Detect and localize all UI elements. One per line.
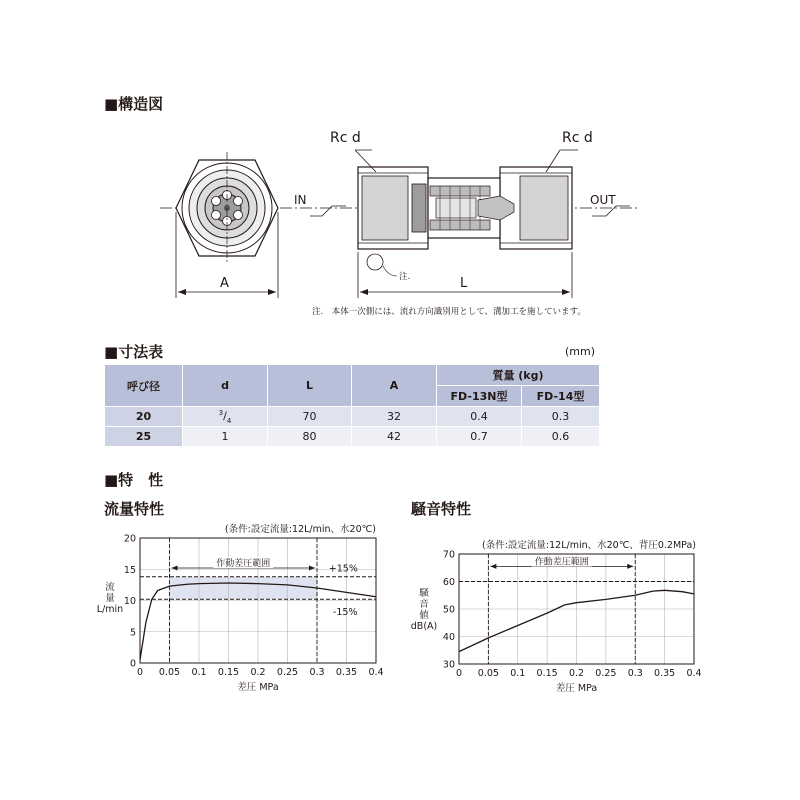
x-tick-label: 0.05	[477, 668, 499, 679]
cell-fd13n: 0.4	[437, 407, 522, 427]
y-axis-label: L/min	[96, 604, 124, 615]
y-tick-label: 5	[129, 627, 136, 639]
x-tick-label: 0.35	[654, 668, 676, 679]
flow-chart	[96, 518, 400, 700]
band-label: 作動差圧範囲	[216, 559, 271, 569]
y-tick-label: 30	[442, 659, 455, 671]
x-tick-label: 0.1	[191, 667, 207, 678]
characteristics-title: ■特 性	[104, 471, 164, 489]
x-tick-label: 0.4	[686, 668, 702, 679]
band-arrow-head-left	[490, 564, 496, 569]
x-tick-label: 0.05	[158, 667, 181, 678]
header-fd14: FD-14型	[522, 386, 600, 407]
band-arrow-head-left	[172, 566, 178, 571]
x-tick-label: 0.2	[250, 667, 266, 678]
rc-d-left-label: Rc d	[330, 130, 361, 146]
header-d: d	[183, 365, 268, 407]
structure-note: 注. 本体一次側には、流れ方向識別用として、溝加工を施しています。	[312, 307, 586, 317]
y-tick-label: 0	[129, 658, 136, 670]
band-arrow-head-right	[627, 564, 633, 569]
y-tick-label: 40	[442, 632, 455, 643]
band-label: 作動差圧範囲	[534, 557, 589, 568]
cell-l: 70	[268, 407, 352, 427]
x-tick-label: 0.4	[368, 667, 384, 678]
header-size: 呼び径	[105, 365, 183, 407]
dimension-unit: (mm)	[565, 345, 596, 358]
cell-fd14: 0.6	[522, 427, 600, 447]
cell-size: 20	[105, 407, 183, 427]
cell-size: 25	[105, 427, 183, 447]
cell-l: 80	[268, 427, 352, 447]
x-tick-label: 0	[455, 668, 463, 679]
dimension-table	[104, 364, 600, 447]
cell-fd13n: 0.7	[437, 427, 522, 447]
y-axis-label: 値	[419, 610, 429, 621]
noise-chart-title: 騒音特性	[411, 500, 472, 518]
cell-d-numerator: 3	[218, 408, 224, 417]
y-tick-label: 50	[442, 604, 455, 616]
operating-band	[170, 577, 318, 600]
cell-a: 42	[352, 427, 437, 447]
x-tick-label: 0	[136, 667, 144, 678]
cell-d: 1	[183, 427, 268, 447]
rc-d-right-label: Rc d	[562, 130, 593, 146]
band-arrow-head-right	[309, 566, 315, 571]
chart-condition: (条件:設定流量:12L/min、水20℃)	[224, 524, 376, 535]
y-tick-label: 70	[442, 549, 455, 561]
dimension-l-label: L	[460, 276, 468, 291]
cell-d-denominator: 4	[226, 416, 232, 425]
x-axis-label: 差圧 MPa	[555, 683, 598, 694]
x-tick-label: 0.1	[510, 668, 526, 679]
y-tick-label: 15	[123, 564, 136, 576]
y-tick-label: 60	[442, 577, 455, 588]
hex-end-view	[176, 152, 278, 262]
flow-chart-title: 流量特性	[104, 500, 165, 518]
cell-fd14: 0.3	[522, 407, 600, 427]
x-tick-label: 0.25	[276, 667, 299, 678]
structure-title: ■構造図	[104, 95, 164, 113]
x-tick-label: 0.25	[595, 668, 617, 679]
lower-ref-label: -15%	[332, 607, 358, 618]
x-tick-label: 0.3	[627, 668, 643, 679]
table-row	[105, 407, 600, 427]
header-a: A	[352, 365, 437, 407]
y-axis-label: 量	[105, 593, 115, 604]
dimension-table-title: ■寸法表	[104, 343, 164, 361]
y-axis-label: dB(A)	[410, 621, 438, 632]
x-tick-label: 0.35	[335, 667, 358, 678]
chart-condition: (条件:設定流量:12L/min、水20℃、背圧0.2MPa)	[482, 540, 696, 551]
header-mass: 質量 (kg)	[437, 365, 600, 386]
dimension-a-label: A	[220, 276, 229, 291]
out-label: OUT	[590, 193, 616, 207]
note-marker: 注.	[399, 272, 411, 282]
table-row	[105, 427, 600, 447]
y-tick-label: 20	[123, 533, 136, 545]
x-tick-label: 0.15	[217, 667, 240, 678]
noise-chart	[408, 534, 708, 700]
y-axis-label: 音	[419, 599, 429, 610]
cell-a: 32	[352, 407, 437, 427]
upper-ref-label: +15%	[328, 563, 358, 575]
x-axis-label: 差圧 MPa	[237, 682, 279, 693]
x-tick-label: 0.15	[536, 668, 558, 679]
y-tick-label: 10	[123, 596, 136, 607]
header-fd13n: FD-13N型	[437, 386, 522, 407]
x-tick-label: 0.2	[568, 668, 585, 679]
y-axis-label: 流	[105, 582, 115, 593]
header-l: L	[268, 365, 352, 407]
x-tick-label: 0.3	[309, 667, 325, 678]
in-label: IN	[294, 193, 307, 207]
side-view	[358, 167, 572, 249]
y-axis-label: 騒	[419, 588, 429, 599]
cell-d: $^3/_4$	[183, 407, 268, 427]
